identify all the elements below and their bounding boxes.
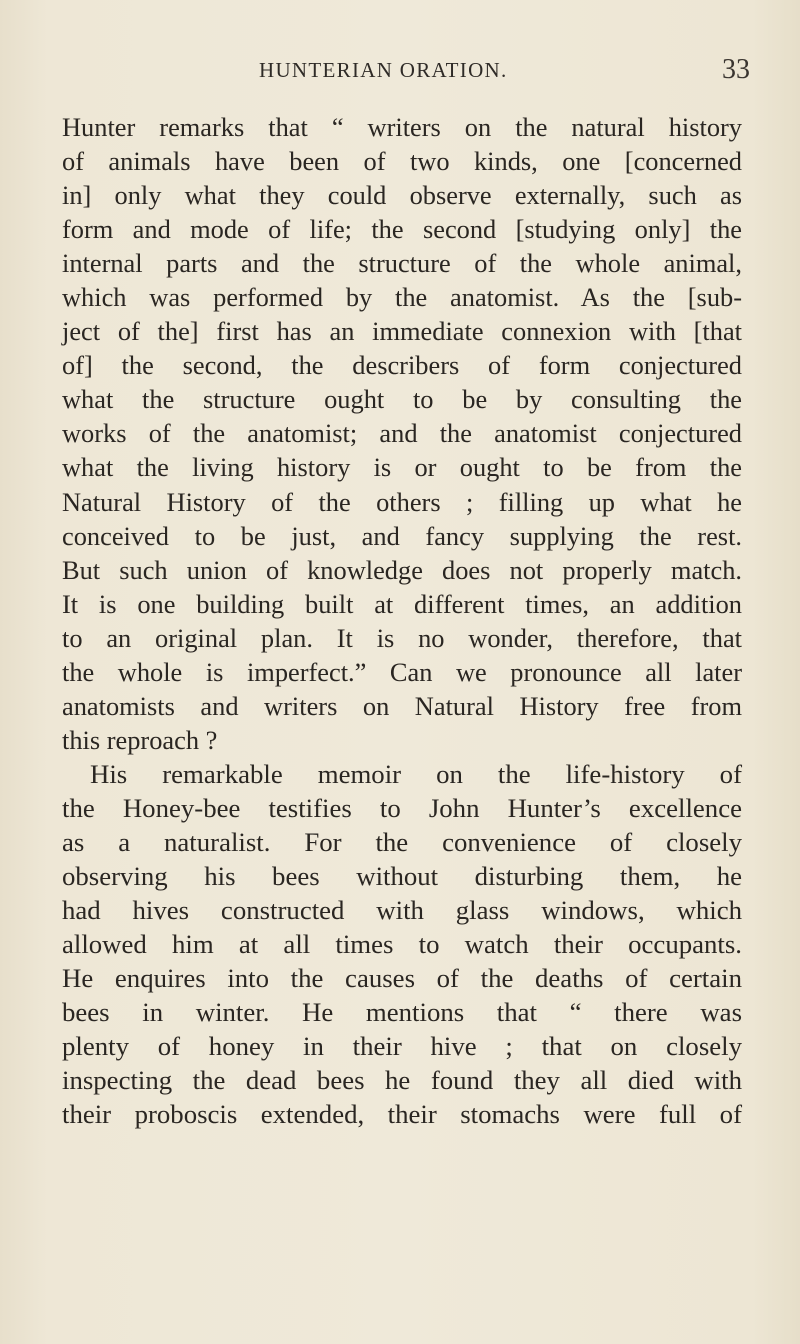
page-number: 33 [722, 54, 750, 85]
text-line: which was performed by the anatomist. As the [sub- [62, 282, 742, 313]
text-line: allowed him at all times to watch their occupants. [62, 929, 742, 960]
text-line: plenty of honey in their hive ; that on closely [62, 1031, 742, 1062]
text-line: bees in winter. He mentions that “ there was [62, 997, 742, 1028]
text-line: to an original plan. It is no wonder, therefore, that [62, 622, 742, 653]
text-line: what the structure ought to be by consulting the [62, 384, 742, 415]
text-line: in] only what they could observe externally, such as [62, 180, 742, 211]
text-line: But such union of knowledge does not properly match. [62, 554, 742, 585]
text-line: as a naturalist. For the convenience of closely [62, 826, 742, 857]
text-line: Hunter remarks that “ writers on the natural history [62, 112, 742, 142]
text-line: internal parts and the structure of the whole animal, [62, 248, 742, 279]
text-line: form and mode of life; the second [studying only] the [62, 214, 742, 245]
text-line: It is one building built at different times, an addition [62, 588, 742, 619]
text-line: ject of the] first has an immediate connexion with [that [62, 316, 742, 347]
text-line: observing his bees without disturbing them, he [62, 861, 742, 892]
body-text [62, 110, 742, 1131]
text-line: He enquires into the causes of the deaths of certain [62, 963, 742, 994]
text-line: the whole is imperfect.” Can we pronounce all later [62, 656, 742, 687]
text-line: this reproach ? [62, 724, 218, 755]
text-line: anatomists and writers on Natural History free from [62, 690, 742, 721]
text-line: had hives constructed with glass windows, which [62, 895, 742, 926]
text-line: their proboscis extended, their stomachs were full of [62, 1099, 742, 1130]
text-line: of animals have been of two kinds, one [concerned [62, 146, 742, 177]
running-title: HUNTERIAN ORATION. [259, 58, 508, 82]
text-line: works of the anatomist; and the anatomist conjectured [62, 418, 742, 449]
text-line: conceived to be just, and fancy supplying the rest. [62, 520, 742, 551]
text-line: of] the second, the describers of form conjectured [62, 350, 742, 381]
text-line: the Honey-bee testifies to John Hunter’s excellence [62, 792, 742, 823]
running-head [0, 54, 800, 88]
text-line: inspecting the dead bees he found they all died with [62, 1065, 742, 1096]
text-line: what the living history is or ought to be from the [62, 452, 742, 483]
text-line: His remarkable memoir on the life-history of [90, 758, 742, 789]
text-line: Natural History of the others ; filling up what he [62, 486, 742, 517]
